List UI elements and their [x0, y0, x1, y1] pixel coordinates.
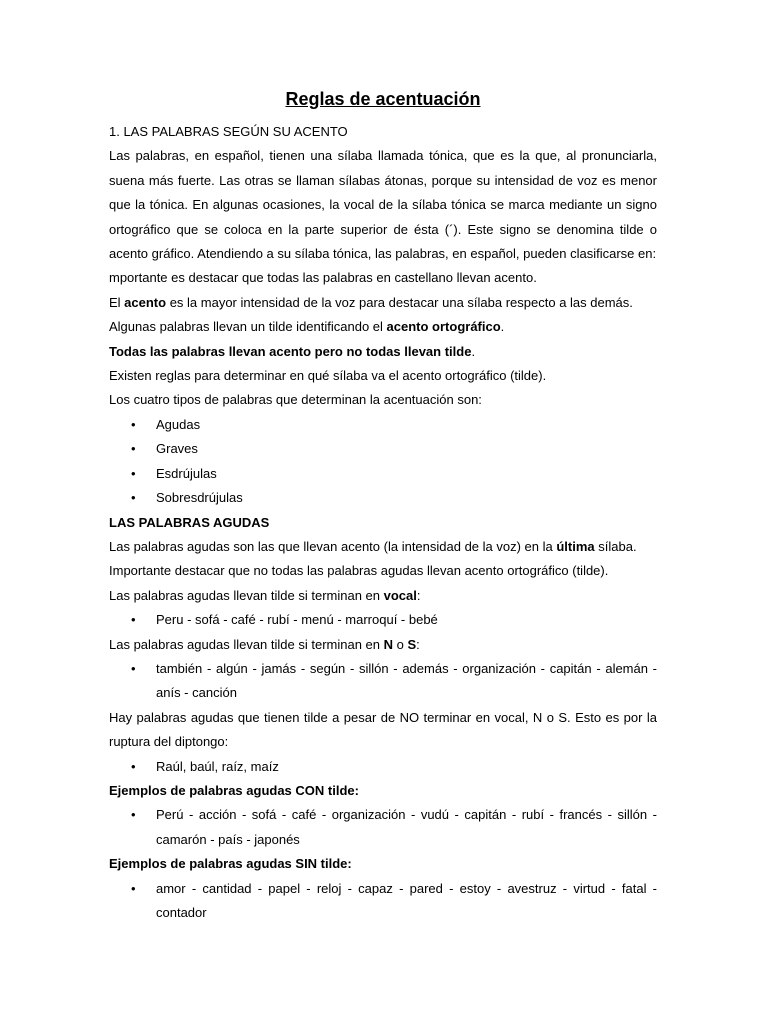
bold-term: acento [124, 294, 167, 310]
text-run: . [471, 343, 476, 359]
bold-term: última [556, 538, 595, 554]
list-item: • Agudas [109, 413, 657, 437]
list-item: • Esdrújulas [109, 462, 657, 486]
list-item: • Raúl, baúl, raíz, maíz [109, 755, 657, 779]
ortografico-line [109, 315, 657, 339]
text-run: El [109, 294, 125, 310]
diptongo-paragraph: Hay palabras agudas que tienen tilde a pesar de NO terminar en vocal, N o S. Esto es por la ruptura del diptongo: [109, 709, 657, 750]
vocal-rule [109, 584, 657, 608]
con-tilde-examples-list [109, 803, 657, 852]
tipos-list [109, 413, 657, 511]
bold-heading: Ejemplos de palabras agudas SIN tilde: [109, 856, 352, 872]
ns-examples-list [109, 657, 657, 706]
diptongo-examples-list [109, 755, 657, 779]
text-run: Las palabras agudas llevan tilde si terminan en [109, 636, 384, 652]
section-heading-acento: 1. LAS PALABRAS SEGÚN SU ACENTO [109, 124, 348, 139]
bold-term: S [407, 636, 417, 652]
bold-term: N [383, 636, 394, 652]
bold-term: vocal [383, 587, 417, 603]
bold-statement: Todas las palabras llevan acento pero no todas llevan tilde [109, 343, 472, 359]
list-item: • Perú - acción - sofá - café - organización - vudú - capitán - rubí - francés - sillón - camarón - país - japonés [109, 803, 657, 852]
list-item: • también - algún - jamás - según - sillón - además - organización - capitán - alemán - anís - canción [109, 657, 657, 706]
text-run: : [416, 587, 421, 603]
sin-tilde-examples-list [109, 877, 657, 926]
agudas-definition [109, 535, 657, 559]
text-run: : [416, 636, 420, 652]
intro-paragraph: Las palabras, en español, tienen una sílaba llamada tónica, que es la que, al pronunciarla, suena más fuerte. Las otras se llaman sílabas átonas, porque su intensidad de voz es menor que la tónica. En algunas ocasiones, la vocal de la sílaba tónica se marca mediante un signo ortográfico que se coloca en la parte superior de ésta (´). Este signo se denomina tilde o acento gráfico. Atendiendo a su sílaba tónica, las palabras, en español, pueden clasificarse en: [109, 148, 657, 262]
text-run: o [393, 636, 408, 652]
acento-definition [109, 291, 657, 315]
list-item: • Peru - sofá - café - rubí - menú - marroquí - bebé [109, 608, 657, 632]
importante-line: mportante es destacar que todas las palabras en castellano llevan acento. [109, 270, 537, 286]
bold-heading: Ejemplos de palabras agudas CON tilde: [109, 782, 359, 798]
text-run: Las palabras agudas son las que llevan acento (la intensidad de la voz) en la [109, 538, 557, 554]
reglas-line: Existen reglas para determinar en qué sílaba va el acento ortográfico (tilde). [109, 368, 547, 384]
list-item: • amor - cantidad - papel - reloj - capaz - pared - estoy - avestruz - virtud - fatal - contador [109, 877, 657, 926]
agudas-heading [109, 511, 657, 535]
agudas-note: Importante destacar que no todas las palabras agudas llevan acento ortográfico (tilde). [109, 563, 609, 579]
bold-heading: LAS PALABRAS AGUDAS [109, 514, 270, 530]
con-tilde-heading [109, 779, 657, 803]
document-content [109, 86, 657, 925]
text-run: es la mayor intensidad de la voz para destacar una sílaba respecto a las demás. [166, 294, 633, 310]
text-run: Algunas palabras llevan un tilde identificando el [109, 319, 387, 335]
list-item: • Sobresdrújulas [109, 486, 657, 510]
document-title: Reglas de acentuación [285, 89, 481, 109]
text-run: sílaba. [594, 538, 637, 554]
text-run: . [500, 319, 505, 335]
text-run: Las palabras agudas llevan tilde si terminan en [109, 587, 384, 603]
ns-rule [109, 633, 657, 657]
sin-tilde-heading [109, 852, 657, 876]
bold-term: acento ortográfico [386, 319, 501, 335]
cuatro-tipos-line: Los cuatro tipos de palabras que determinan la acentuación son: [109, 392, 482, 408]
list-item: • Graves [109, 437, 657, 461]
todas-line [109, 340, 657, 364]
vocal-examples-list [109, 608, 657, 632]
